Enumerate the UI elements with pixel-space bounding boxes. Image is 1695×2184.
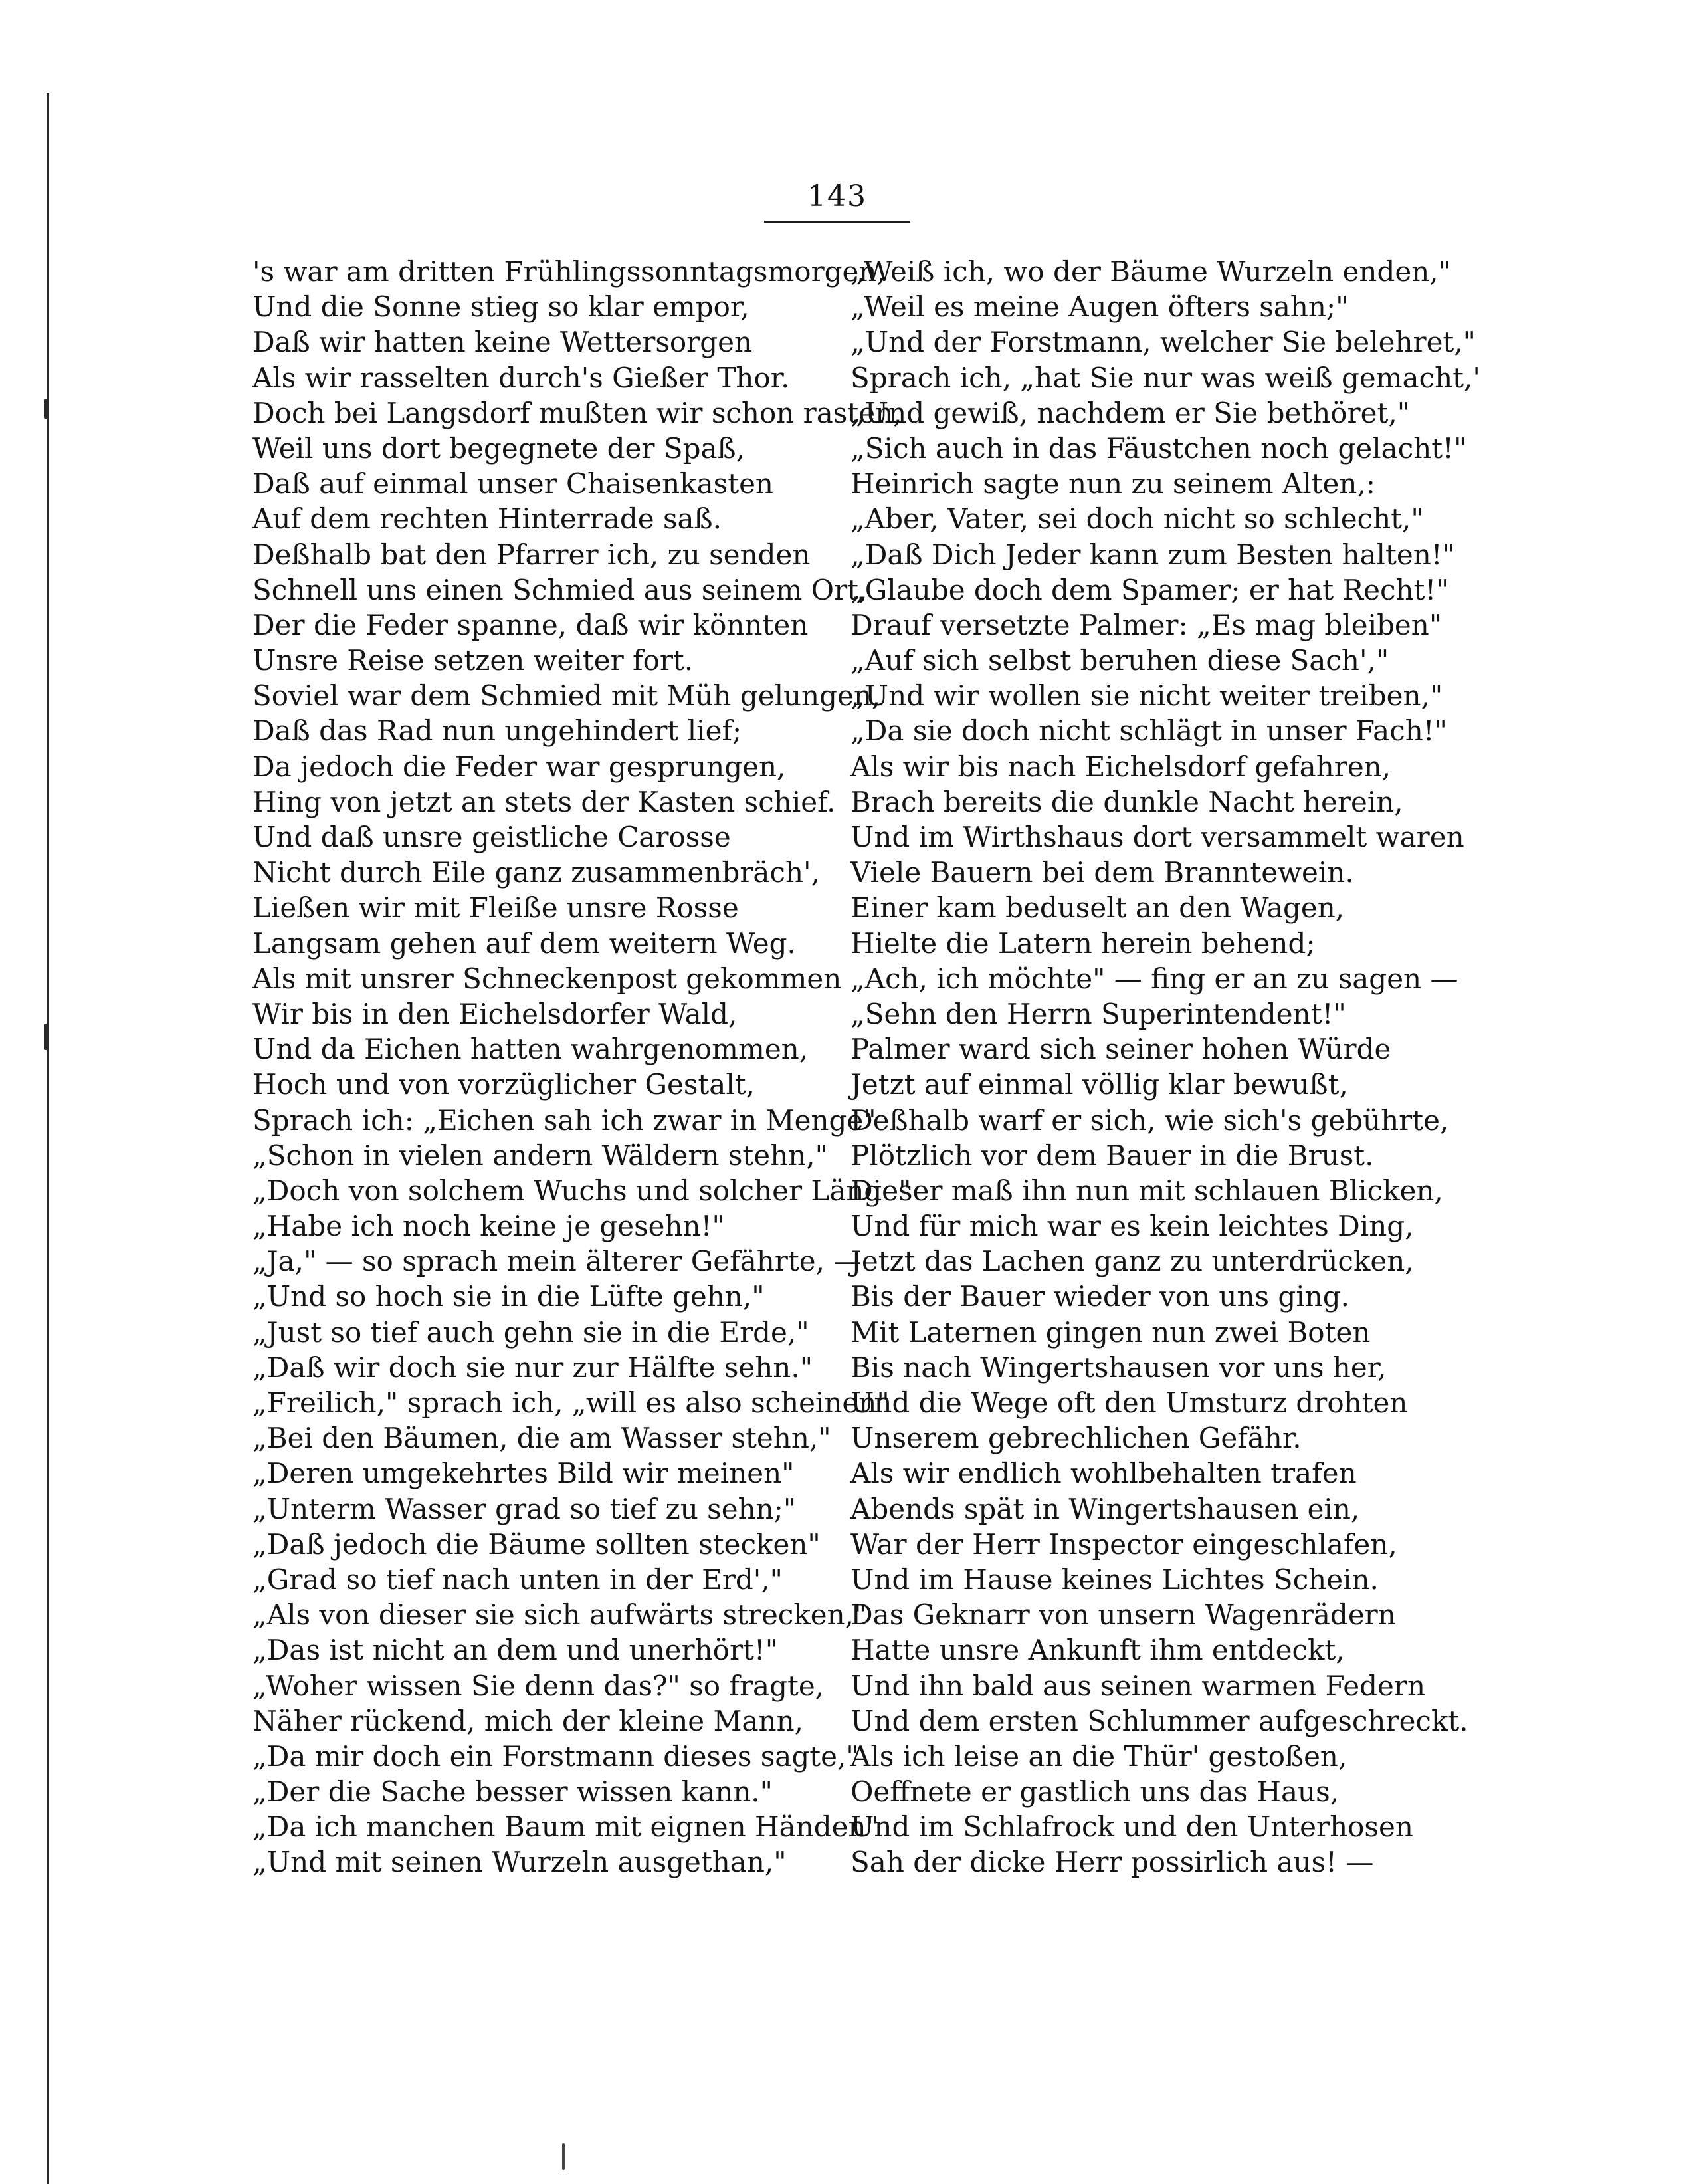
verse-line: „Ja," — so sprach mein älterer Gefährte, — (252, 1245, 862, 1278)
verse-line: Jetzt auf einmal völlig klar bewußt, (850, 1068, 1348, 1101)
verse-line: Näher rückend, mich der kleine Mann, (252, 1704, 803, 1737)
verse-line: „Doch von solchem Wuchs und solcher Länge" (252, 1174, 912, 1207)
verse-line: „Aber, Vater, sei doch nicht so schlecht," (850, 502, 1424, 536)
verse-line: Jetzt das Lachen ganz zu unterdrücken, (850, 1245, 1414, 1278)
verse-line: Deßhalb warf er sich, wie sich's gebührte, (850, 1103, 1449, 1137)
verse-line: Deßhalb bat den Pfarrer ich, zu senden (252, 538, 811, 571)
verse-line: Sah der dicke Herr possirlich aus! — (850, 1846, 1374, 1879)
right-verse-column (850, 254, 1480, 1880)
verse-line: Palmer ward sich seiner hohen Würde (850, 1033, 1391, 1066)
binding-mark (44, 1024, 48, 1050)
verse-line: „Der die Sache besser wissen kann." (252, 1775, 773, 1808)
paper-speck (562, 2143, 565, 2170)
verse-line: „Sehn den Herrn Superintendent!" (850, 997, 1346, 1030)
page-header (757, 179, 917, 213)
verse-line: Hoch und von vorzüglicher Gestalt, (252, 1068, 755, 1101)
verse-line: Hatte unsre Ankunft ihm entdeckt, (850, 1634, 1345, 1667)
verse-line: Unsre Reise setzen weiter fort. (252, 644, 694, 677)
header-rule (764, 221, 910, 223)
verse-line: „Da mir doch ein Forstmann dieses sagte," (252, 1739, 859, 1773)
verse-line: „Daß wir doch sie nur zur Hälfte sehn." (252, 1351, 813, 1384)
verse-line: Brach bereits die dunkle Nacht herein, (850, 785, 1403, 818)
verse-line: Sprach ich: „Eichen sah ich zwar in Menge" (252, 1103, 876, 1137)
verse-line: Und im Wirthshaus dort versammelt waren (850, 821, 1464, 853)
verse-line: „Woher wissen Sie denn das?" so fragte, (252, 1669, 825, 1702)
verse-line: Als wir endlich wohlbehalten trafen (850, 1457, 1357, 1490)
verse-line: Und daß unsre geistliche Carosse (252, 821, 731, 853)
verse-line: Da jedoch die Feder war gesprungen, (252, 750, 786, 783)
verse-line: Der die Feder spanne, daß wir könnten (252, 608, 809, 641)
page-number: 143 (807, 179, 867, 213)
verse-line: „Als von dieser sie sich aufwärts strecken," (252, 1598, 867, 1632)
verse-line: Dieser maß ihn nun mit schlauen Blicken, (850, 1174, 1443, 1207)
verse-line: Schnell uns einen Schmied aus seinem Ort, (252, 573, 868, 606)
verse-line: Einer kam beduselt an den Wagen, (850, 891, 1345, 925)
verse-line: Auf dem rechten Hinterrade saß. (252, 502, 722, 536)
verse-line: Als wir rasselten durch's Gießer Thor. (252, 361, 790, 394)
verse-line: „Weiß ich, wo der Bäume Wurzeln enden," (850, 255, 1451, 288)
verse-line: Oeffnete er gastlich uns das Haus, (850, 1775, 1339, 1808)
verse-line: „Auf sich selbst beruhen diese Sach'," (850, 644, 1389, 677)
verse-line: „Und der Forstmann, welcher Sie belehret," (850, 326, 1476, 359)
verse-line: Und die Sonne stieg so klar empor, (252, 290, 749, 324)
verse-line: Und dem ersten Schlummer aufgeschreckt. (850, 1704, 1468, 1737)
verse-line: „Weil es meine Augen öfters sahn;" (850, 290, 1349, 324)
verse-line: Als wir bis nach Eichelsdorf gefahren, (850, 750, 1391, 783)
verse-line: Langsam gehen auf dem weitern Weg. (252, 927, 796, 960)
verse-line: „Ach, ich möchte" — fing er an zu sagen — (850, 962, 1458, 995)
verse-line: Als ich leise an die Thür' gestoßen, (850, 1739, 1347, 1773)
verse-line: Als mit unsrer Schneckenpost gekommen (252, 962, 842, 995)
verse-line: Heinrich sagte nun zu seinem Alten,: (850, 467, 1375, 500)
verse-line: „Grad so tief nach unten in der Erd'," (252, 1563, 783, 1596)
verse-line: Daß das Rad nun ungehindert lief; (252, 714, 742, 748)
verse-line: Ließen wir mit Fleiße unsre Rosse (252, 891, 739, 925)
verse-line: „Deren umgekehrtes Bild wir meinen" (252, 1457, 795, 1490)
verse-line: Soviel war dem Schmied mit Müh gelungen, (252, 679, 881, 712)
verse-line: „Da sie doch nicht schlägt in unser Fach!" (850, 714, 1447, 748)
verse-line: Weil uns dort begegnete der Spaß, (252, 431, 745, 465)
verse-line: „Und wir wollen sie nicht weiter treiben," (850, 679, 1443, 712)
verse-line: Und für mich war es kein leichtes Ding, (850, 1210, 1414, 1243)
verse-line: Bis der Bauer wieder von uns ging. (850, 1280, 1350, 1313)
verse-line: Mit Laternen gingen nun zwei Boten (850, 1315, 1371, 1349)
verse-line: Das Geknarr von unsern Wagenrädern (850, 1598, 1396, 1632)
verse-line: „Sich auch in das Fäustchen noch gelacht!" (850, 431, 1467, 465)
verse-line: „Glaube doch dem Spamer; er hat Recht!" (850, 573, 1449, 606)
verse-line: Und die Wege oft den Umsturz drohten (850, 1386, 1408, 1419)
verse-line: „Und mit seinen Wurzeln ausgethan," (252, 1846, 787, 1879)
verse-line: Hing von jetzt an stets der Kasten schief. (252, 785, 836, 818)
verse-line: „Und so hoch sie in die Lüfte gehn," (252, 1280, 765, 1313)
verse-line: „Da ich manchen Baum mit eignen Händen" (252, 1810, 879, 1844)
verse-line: „Daß jedoch die Bäume sollten stecken" (252, 1527, 821, 1561)
binding-mark (44, 399, 48, 419)
verse-line: 's war am dritten Frühlingssonntagsmorgen, (252, 255, 886, 288)
verse-line: War der Herr Inspector eingeschlafen, (850, 1527, 1397, 1561)
verse-line: Und ihn bald aus seinen warmen Federn (850, 1669, 1426, 1702)
verse-line: „Schon in vielen andern Wäldern stehn," (252, 1139, 828, 1172)
verse-line: Viele Bauern bei dem Branntewein. (850, 856, 1354, 889)
verse-line: „Bei den Bäumen, die am Wasser stehn," (252, 1422, 831, 1455)
verse-line: Nicht durch Eile ganz zusammenbräch', (252, 856, 820, 889)
verse-line: Doch bei Langsdorf mußten wir schon rasten, (252, 396, 902, 429)
verse-line: „Freilich," sprach ich, „will es also scheinen" (252, 1386, 890, 1419)
verse-line: Sprach ich, „hat Sie nur was weiß gemacht,' (850, 361, 1480, 394)
verse-line: Und da Eichen hatten wahrgenommen, (252, 1033, 809, 1066)
verse-line: Unserem gebrechlichen Gefähr. (850, 1422, 1302, 1455)
verse-line: „Just so tief auch gehn sie in die Erde," (252, 1315, 809, 1349)
verse-line: Drauf versetzte Palmer: „Es mag bleiben" (850, 608, 1443, 641)
verse-line: „Und gewiß, nachdem er Sie bethöret," (850, 396, 1411, 429)
verse-line: Hielte die Latern herein behend; (850, 927, 1316, 960)
left-verse-column (252, 254, 912, 1880)
verse-line: Wir bis in den Eichelsdorfer Wald, (252, 997, 738, 1030)
verse-line: „Habe ich noch keine je gesehn!" (252, 1210, 725, 1243)
verse-line: Abends spät in Wingertshausen ein, (850, 1492, 1360, 1525)
verse-line: Bis nach Wingertshausen vor uns her, (850, 1351, 1387, 1384)
verse-line: Plötzlich vor dem Bauer in die Brust. (850, 1139, 1374, 1172)
verse-line: Und im Hause keines Lichtes Schein. (850, 1563, 1379, 1596)
verse-line: „Daß Dich Jeder kann zum Besten halten!" (850, 538, 1455, 571)
verse-line: „Das ist nicht an dem und unerhört!" (252, 1634, 779, 1667)
verse-line: Und im Schlafrock und den Unterhosen (850, 1810, 1413, 1844)
verse-line: Daß wir hatten keine Wettersorgen (252, 326, 753, 359)
verse-line: Daß auf einmal unser Chaisenkasten (252, 467, 773, 500)
verse-line: „Unterm Wasser grad so tief zu sehn;" (252, 1492, 797, 1525)
